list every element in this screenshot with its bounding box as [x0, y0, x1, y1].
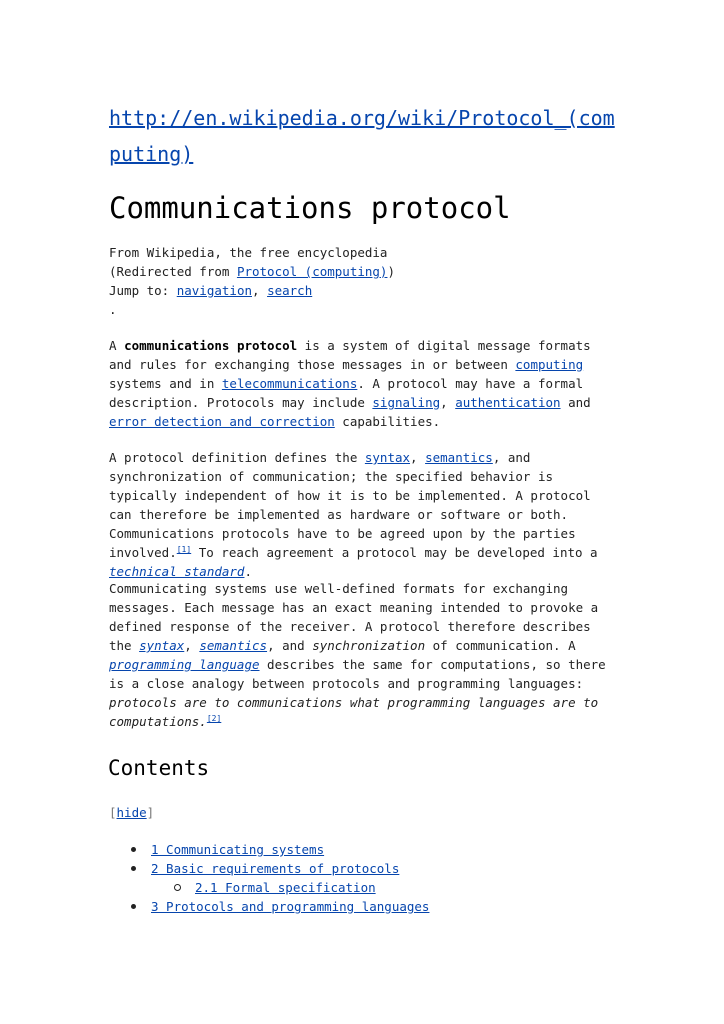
link-signaling[interactable]: signaling	[372, 395, 441, 410]
text: Communicating systems use well-defined formats for exchanging messages. Each message has an exact meaning intended to provoke a defined response of the receiver. A protocol therefore describes the	[109, 581, 599, 653]
text: ,	[184, 638, 200, 653]
term-synchronization: synchronization	[312, 638, 426, 653]
text: and	[560, 395, 591, 410]
link-syntax[interactable]: syntax	[364, 450, 411, 465]
link-error-detection[interactable]: error detection and correction	[109, 414, 335, 429]
bullet-icon	[131, 847, 136, 852]
article-meta	[109, 243, 395, 319]
toc-item	[109, 897, 429, 916]
text: systems and in	[109, 376, 222, 391]
jump-to-line	[109, 281, 395, 300]
text: of communication. A	[425, 638, 576, 653]
jump-search-link[interactable]: search	[267, 283, 313, 298]
reference-1-link[interactable]: [1]	[176, 544, 192, 554]
redirect-suffix: )	[387, 264, 395, 279]
toc-item	[109, 859, 429, 878]
text: ,	[410, 450, 426, 465]
link-authentication[interactable]: authentication	[455, 395, 561, 410]
redirect-prefix: (Redirected from	[109, 264, 237, 279]
bullet-icon	[131, 866, 136, 871]
toc-link-communicating-systems[interactable]: 1 Communicating systems	[151, 842, 325, 857]
term-bold: communications protocol	[124, 338, 298, 353]
bracket: ]	[146, 805, 155, 820]
link-technical-standard[interactable]: technical standard	[109, 564, 245, 579]
text: ,	[440, 395, 456, 410]
redirect-line	[109, 262, 395, 281]
paragraph-communicating	[109, 579, 619, 731]
toc-item	[109, 878, 429, 897]
jump-prefix: Jump to:	[109, 283, 177, 298]
jump-navigation-link[interactable]: navigation	[176, 283, 252, 298]
link-telecommunications[interactable]: telecommunications	[221, 376, 358, 391]
text: is a system of digital message formats and rules for exchanging those messages in or between	[109, 338, 591, 372]
toc-link-formal-specification[interactable]: 2.1 Formal specification	[195, 880, 376, 895]
paragraph-intro	[109, 336, 619, 431]
link-programming-language[interactable]: programming language	[109, 657, 260, 672]
text: A	[109, 338, 125, 353]
toc-link-basic-requirements[interactable]: 2 Basic requirements of protocols	[151, 861, 400, 876]
page-title: Communications protocol	[109, 191, 511, 225]
link-semantics[interactable]: semantics	[425, 450, 493, 465]
text: To reach agreement a protocol may be developed into a	[191, 545, 598, 560]
hide-toc-link[interactable]: hide	[116, 805, 147, 820]
toc-item	[109, 840, 429, 859]
table-of-contents	[109, 840, 429, 916]
text: capabilities.	[334, 414, 441, 429]
toc-toggle	[109, 803, 154, 822]
jump-separator: ,	[252, 283, 268, 298]
text: . A protocol may have a formal description. Protocols may include	[109, 376, 584, 410]
dot-line: .	[109, 302, 117, 317]
text: .	[244, 564, 252, 579]
link-semantics-2[interactable]: semantics	[199, 638, 268, 653]
contents-heading: Contents	[108, 756, 210, 780]
text: , and	[267, 638, 313, 653]
bracket: [	[109, 805, 117, 820]
analogy-quote: protocols are to communications what programming languages are to computations.	[109, 695, 599, 729]
source-line: From Wikipedia, the free encyclopedia	[109, 245, 388, 260]
text: , and synchronization of communication; the specified behavior is typically independent of how it is to be implemented. A protocol can therefore be implemented as hardware or software or both. Communications protocols have to be agreed upon by the parties involved.	[109, 450, 591, 560]
link-syntax-2[interactable]: syntax	[139, 638, 185, 653]
toc-link-protocols-programming[interactable]: 3 Protocols and programming languages	[151, 899, 430, 914]
text: A protocol definition defines the	[109, 450, 365, 465]
circle-bullet-icon	[174, 884, 181, 891]
text: describes the same for computations, so there is a close analogy between protocols and programming languages:	[109, 657, 606, 691]
paragraph-definition	[109, 448, 619, 581]
bullet-icon	[131, 904, 136, 909]
link-computing[interactable]: computing	[515, 357, 584, 372]
redirect-source-link[interactable]: Protocol (computing)	[236, 264, 388, 279]
page-url-link[interactable]: http://en.wikipedia.org/wiki/Protocol_(computing)	[109, 106, 615, 166]
reference-2-link[interactable]: [2]	[206, 713, 222, 723]
